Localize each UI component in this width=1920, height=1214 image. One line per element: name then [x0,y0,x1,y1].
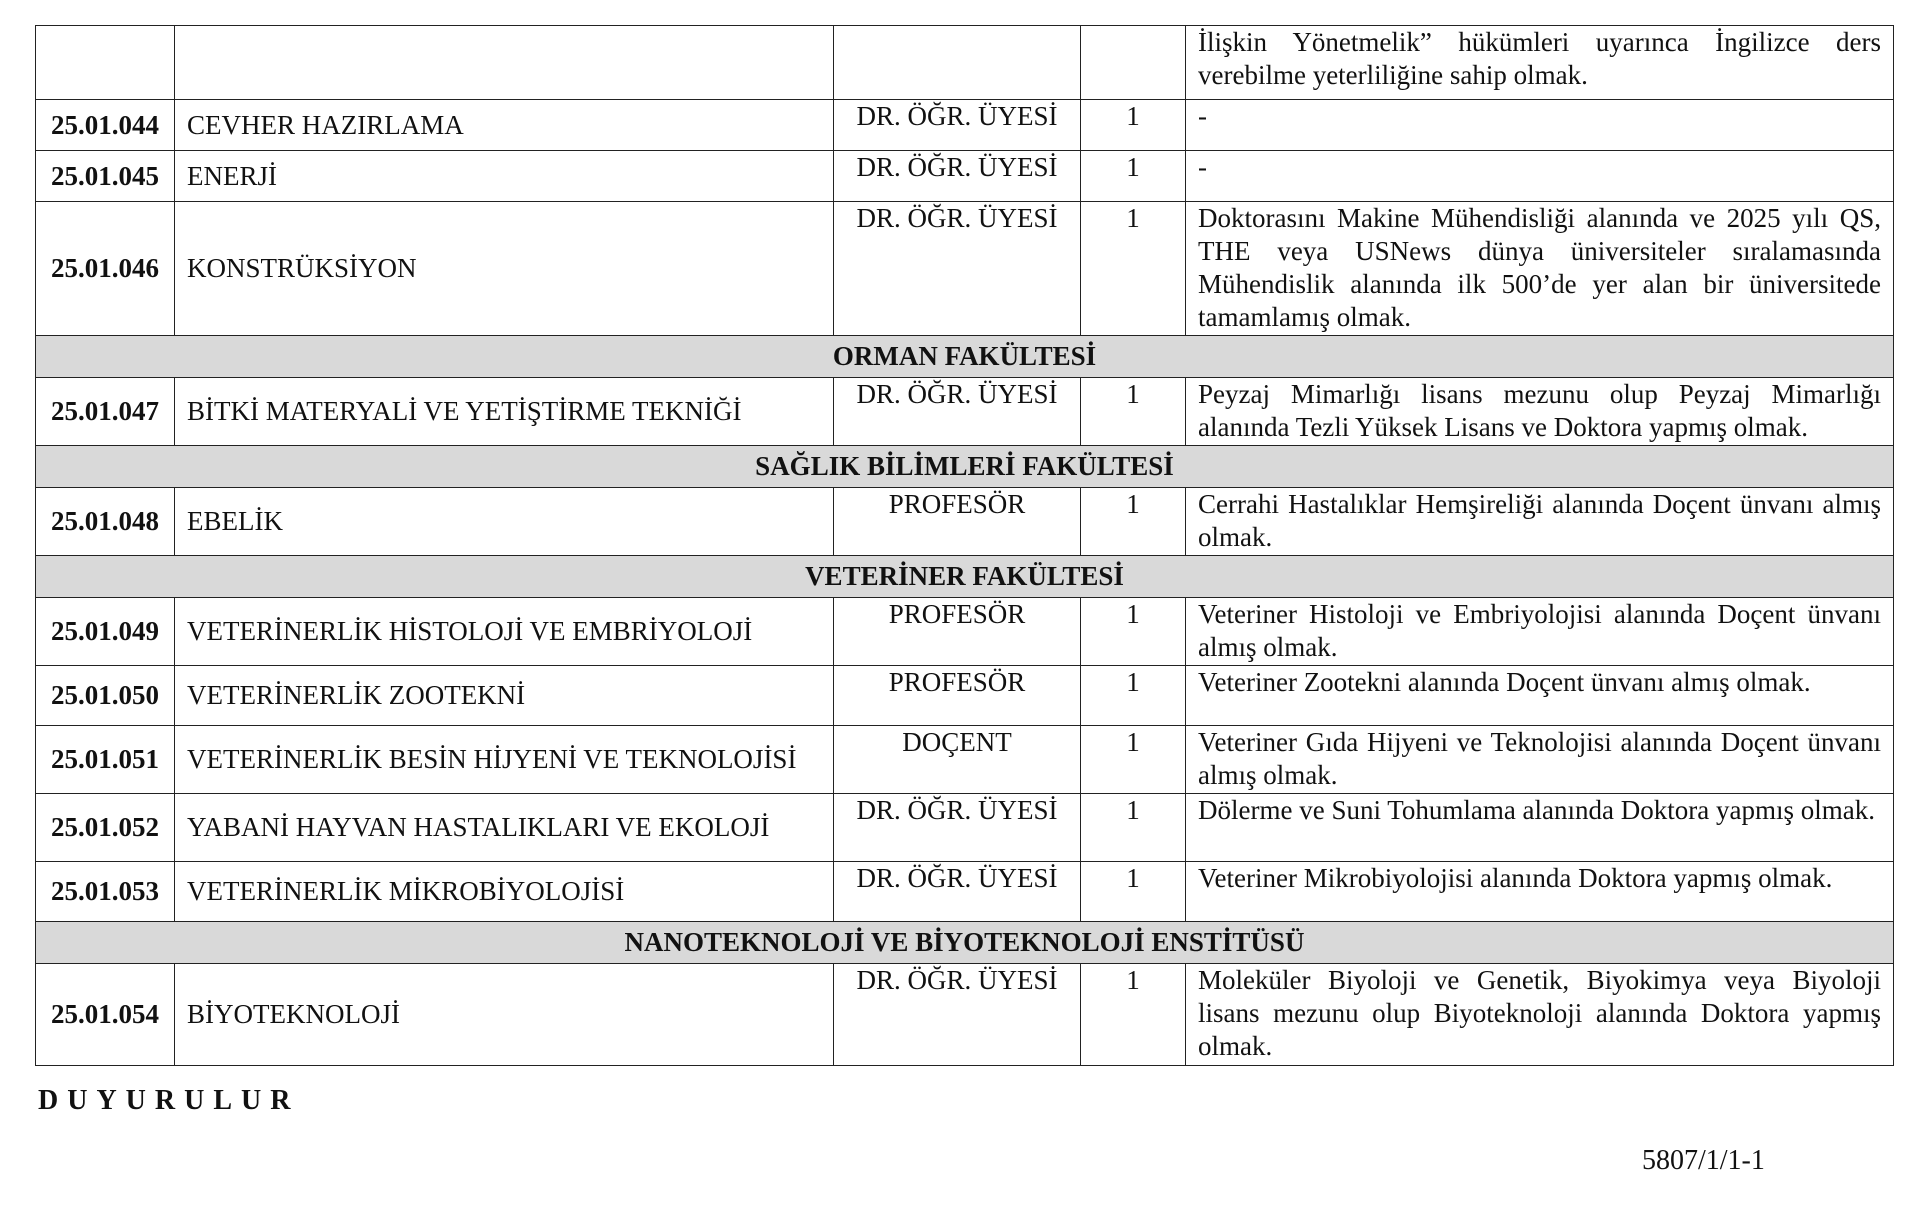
table-row [36,202,1894,336]
table-row [36,794,1894,862]
academic-title-cell: PROFESÖR [834,598,1081,666]
requirement-cell: Veteriner Histoloji ve Embriyolojisi alanında Doçent ünvanı almış olmak. [1186,598,1894,666]
table-row [36,378,1894,446]
position-code-cell: 25.01.051 [36,726,175,794]
department-cell: ENERJİ [175,151,834,202]
department-cell: VETERİNERLİK BESİN HİJYENİ VE TEKNOLOJİSİ [175,726,834,794]
position-count-cell: 1 [1081,666,1186,726]
table-row [36,726,1894,794]
requirement-cell: - [1186,100,1894,151]
academic-title-cell [834,26,1081,100]
table-row [36,151,1894,202]
department-cell: VETERİNERLİK HİSTOLOJİ VE EMBRİYOLOJİ [175,598,834,666]
academic-title-cell: DR. ÖĞR. ÜYESİ [834,202,1081,336]
academic-title-cell: DR. ÖĞR. ÜYESİ [834,964,1081,1066]
faculty-header-row [36,446,1894,488]
faculty-header-row [36,336,1894,378]
positions-table-body [36,26,1894,1066]
requirement-cell: Veteriner Mikrobiyolojisi alanında Doktora yapmış olmak. [1186,862,1894,922]
department-cell: VETERİNERLİK MİKROBİYOLOJİSİ [175,862,834,922]
requirement-cell: Doktorasını Makine Mühendisliği alanında ve 2025 yılı QS, THE veya USNews dünya üniversiteler sıralamasında Mühendislik alanında ilk 500’de yer alan bir üniversitede tamamlamış olmak. [1186,202,1894,336]
position-code-cell: 25.01.044 [36,100,175,151]
position-code-cell: 25.01.047 [36,378,175,446]
department-cell: BİYOTEKNOLOJİ [175,964,834,1066]
position-count-cell: 1 [1081,964,1186,1066]
department-cell: VETERİNERLİK ZOOTEKNİ [175,666,834,726]
department-cell: KONSTRÜKSİYON [175,202,834,336]
table-row [36,666,1894,726]
department-cell: EBELİK [175,488,834,556]
announcement-text: DUYURULUR [38,1085,300,1116]
academic-title-cell: PROFESÖR [834,666,1081,726]
table-row [36,862,1894,922]
faculty-name: SAĞLIK BİLİMLERİ FAKÜLTESİ [36,446,1894,488]
academic-title-cell: DR. ÖĞR. ÜYESİ [834,794,1081,862]
academic-title-cell: DR. ÖĞR. ÜYESİ [834,378,1081,446]
academic-title-cell: DOÇENT [834,726,1081,794]
faculty-name: VETERİNER FAKÜLTESİ [36,556,1894,598]
position-code-cell: 25.01.049 [36,598,175,666]
position-count-cell: 1 [1081,862,1186,922]
department-cell: YABANİ HAYVAN HASTALIKLARI VE EKOLOJİ [175,794,834,862]
position-count-cell [1081,26,1186,100]
position-code-cell: 25.01.052 [36,794,175,862]
requirement-cell: - [1186,151,1894,202]
position-code-cell: 25.01.046 [36,202,175,336]
position-code-cell: 25.01.048 [36,488,175,556]
position-count-cell: 1 [1081,378,1186,446]
requirement-cell: Veteriner Gıda Hijyeni ve Teknolojisi alanında Doçent ünvanı almış olmak. [1186,726,1894,794]
position-count-cell: 1 [1081,151,1186,202]
position-count-cell: 1 [1081,100,1186,151]
position-code-cell: 25.01.054 [36,964,175,1066]
faculty-name: NANOTEKNOLOJİ VE BİYOTEKNOLOJİ ENSTİTÜSÜ [36,922,1894,964]
table-row [36,488,1894,556]
requirement-cell: Moleküler Biyoloji ve Genetik, Biyokimya veya Biyoloji lisans mezunu olup Biyoteknoloji alanında Doktora yapmış olmak. [1186,964,1894,1066]
requirement-cell: Veteriner Zootekni alanında Doçent ünvanı almış olmak. [1186,666,1894,726]
table-row [36,598,1894,666]
faculty-name: ORMAN FAKÜLTESİ [36,336,1894,378]
position-count-cell: 1 [1081,598,1186,666]
requirement-cell: Peyzaj Mimarlığı lisans mezunu olup Peyzaj Mimarlığı alanında Tezli Yüksek Lisans ve Doktora yapmış olmak. [1186,378,1894,446]
requirement-cell: İlişkin Yönetmelik” hükümleri uyarınca İngilizce ders verebilme yeterliliğine sahip olmak. [1186,26,1894,100]
table-row [36,26,1894,100]
table-row [36,964,1894,1066]
academic-title-cell: DR. ÖĞR. ÜYESİ [834,151,1081,202]
requirement-cell: Cerrahi Hastalıklar Hemşireliği alanında Doçent ünvanı almış olmak. [1186,488,1894,556]
position-code-cell: 25.01.045 [36,151,175,202]
position-code-cell: 25.01.053 [36,862,175,922]
academic-title-cell: DR. ÖĞR. ÜYESİ [834,862,1081,922]
requirement-cell: Dölerme ve Suni Tohumlama alanında Doktora yapmış olmak. [1186,794,1894,862]
faculty-header-row [36,922,1894,964]
department-cell: BİTKİ MATERYALİ VE YETİŞTİRME TEKNİĞİ [175,378,834,446]
position-count-cell: 1 [1081,726,1186,794]
academic-title-cell: PROFESÖR [834,488,1081,556]
faculty-header-row [36,556,1894,598]
document-number: 5807/1/1-1 [1642,1145,1765,1176]
position-count-cell: 1 [1081,202,1186,336]
position-code-cell [36,26,175,100]
position-code-cell: 25.01.050 [36,666,175,726]
positions-table [35,25,1894,1066]
department-cell: CEVHER HAZIRLAMA [175,100,834,151]
department-cell [175,26,834,100]
table-row [36,100,1894,151]
position-count-cell: 1 [1081,488,1186,556]
position-count-cell: 1 [1081,794,1186,862]
academic-title-cell: DR. ÖĞR. ÜYESİ [834,100,1081,151]
